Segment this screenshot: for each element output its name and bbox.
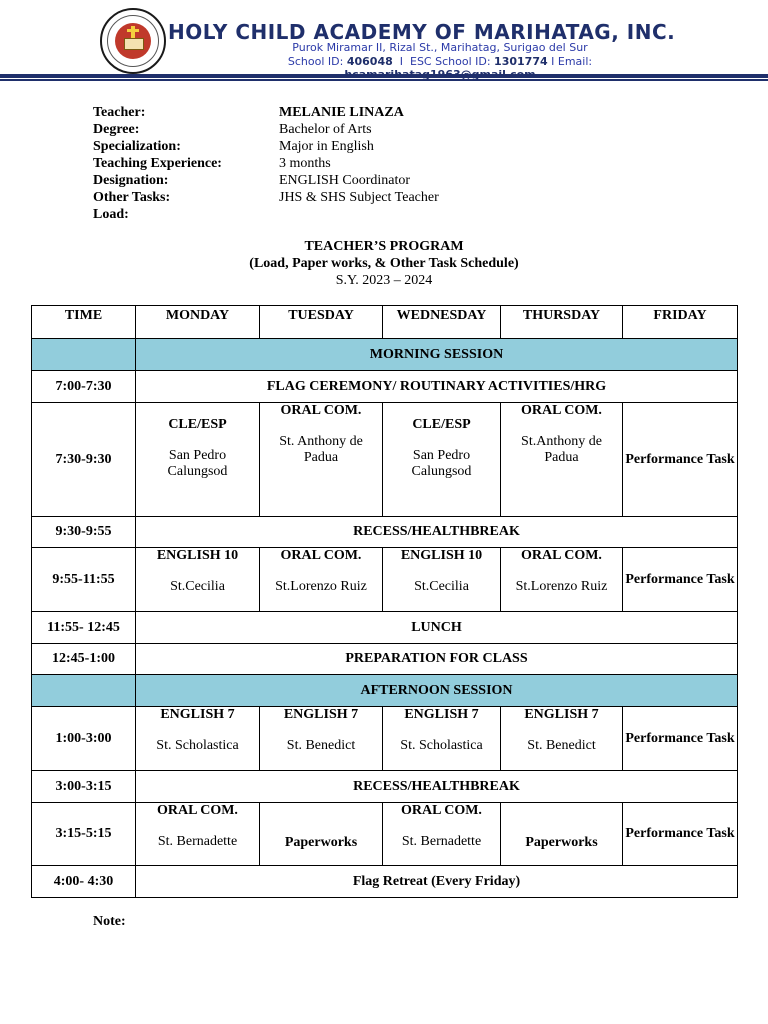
column-header: TUESDAY — [260, 306, 383, 339]
note-label: Note: — [93, 914, 126, 929]
activity-cell: RECESS/HEALTHBREAK — [136, 517, 738, 548]
esc-school-id: 1301774 — [494, 55, 548, 68]
wednesday-cell: ENGLISH 7 St. Scholastica — [383, 707, 501, 771]
wednesday-cell: ORAL COM. St. Bernadette — [383, 803, 501, 866]
table-row — [32, 803, 738, 866]
school-name: HOLY CHILD ACADEMY OF MARIHATAG, INC. — [168, 20, 676, 44]
info-label: Load: — [93, 207, 129, 222]
table-row — [32, 707, 738, 771]
info-label: Teaching Experience: — [93, 156, 222, 171]
monday-cell: ENGLISH 7 St. Scholastica — [136, 707, 260, 771]
time-cell: 11:55- 12:45 — [32, 612, 136, 644]
table-row — [32, 771, 738, 803]
tuesday-cell: ORAL COM. St. Anthony de Padua — [260, 403, 383, 517]
thursday-cell: Paperworks — [501, 803, 623, 866]
thursday-cell: ENGLISH 7 St. Benedict — [501, 707, 623, 771]
tuesday-cell: Paperworks — [260, 803, 383, 866]
time-cell: 9:55-11:55 — [32, 548, 136, 612]
info-value: ENGLISH Coordinator — [279, 173, 411, 188]
time-cell: 4:00- 4:30 — [32, 866, 136, 898]
info-label: Specialization: — [93, 139, 181, 154]
teacher-info — [93, 104, 439, 223]
session-row — [32, 675, 738, 707]
info-value: JHS & SHS Subject Teacher — [279, 190, 439, 205]
header-divider — [0, 74, 768, 78]
info-label: Other Tasks: — [93, 190, 171, 205]
column-header: THURSDAY — [501, 306, 623, 339]
thursday-cell: ORAL COM. St.Anthony de Padua — [501, 403, 623, 517]
header-divider-thin — [0, 79, 768, 81]
program-title: TEACHER’S PROGRAM — [304, 239, 464, 254]
school-address: Purok Miramar II, Rizal St., Marihatag, Surigao del Sur — [292, 41, 588, 54]
info-value: Major in English — [279, 139, 374, 154]
schedule-table — [31, 305, 738, 898]
school-logo-icon — [100, 8, 166, 74]
school-id: 406048 — [346, 55, 393, 68]
friday-cell: Performance Task — [623, 403, 738, 517]
info-value: Bachelor of Arts — [279, 122, 372, 137]
info-label: Degree: — [93, 122, 140, 137]
wednesday-cell: ENGLISH 10 St.Cecilia — [383, 548, 501, 612]
tuesday-cell: ORAL COM. St.Lorenzo Ruiz — [260, 548, 383, 612]
friday-cell: Performance Task — [623, 803, 738, 866]
program-subtitle: (Load, Paper works, & Other Task Schedule) — [249, 256, 519, 271]
tuesday-cell: ENGLISH 7 St. Benedict — [260, 707, 383, 771]
time-cell: 7:00-7:30 — [32, 371, 136, 403]
time-cell: 3:00-3:15 — [32, 771, 136, 803]
column-header: WEDNESDAY — [383, 306, 501, 339]
activity-cell: Flag Retreat (Every Friday) — [136, 866, 738, 898]
activity-cell: LUNCH — [136, 612, 738, 644]
morning-session-label: MORNING SESSION — [136, 339, 738, 371]
activity-cell: PREPARATION FOR CLASS — [136, 644, 738, 675]
column-header: TIME — [32, 306, 136, 339]
table-row — [32, 644, 738, 675]
time-cell: 12:45-1:00 — [32, 644, 136, 675]
activity-cell: FLAG CEREMONY/ ROUTINARY ACTIVITIES/HRG — [136, 371, 738, 403]
column-header: FRIDAY — [623, 306, 738, 339]
school-year: S.Y. 2023 – 2024 — [335, 273, 433, 288]
table-row — [32, 517, 738, 548]
info-label: Teacher: — [93, 105, 146, 120]
school-ids: School ID: 406048 I ESC School ID: 1301774 I Email: — [287, 55, 593, 68]
thursday-cell: ORAL COM. St.Lorenzo Ruiz — [501, 548, 623, 612]
school-header — [0, 0, 768, 84]
info-label: Designation: — [93, 173, 169, 188]
table-row — [32, 371, 738, 403]
time-cell: 1:00-3:00 — [32, 707, 136, 771]
table-row — [32, 612, 738, 644]
table-header-row — [32, 306, 738, 339]
monday-cell: ENGLISH 10 St.Cecilia — [136, 548, 260, 612]
time-cell: 7:30-9:30 — [32, 403, 136, 517]
afternoon-session-label: AFTERNOON SESSION — [136, 675, 738, 707]
monday-cell: CLE/ESP San Pedro Calungsod — [136, 403, 260, 517]
friday-cell: Performance Task — [623, 707, 738, 771]
table-row — [32, 403, 738, 517]
time-cell: 3:15-5:15 — [32, 803, 136, 866]
teacher-name: MELANIE LINAZA — [279, 105, 404, 120]
table-row — [32, 548, 738, 612]
session-row — [32, 339, 738, 371]
time-cell: 9:30-9:55 — [32, 517, 136, 548]
info-value: 3 months — [279, 156, 331, 171]
monday-cell: ORAL COM. St. Bernadette — [136, 803, 260, 866]
column-header: MONDAY — [136, 306, 260, 339]
wednesday-cell: CLE/ESP San Pedro Calungsod — [383, 403, 501, 517]
activity-cell: RECESS/HEALTHBREAK — [136, 771, 738, 803]
friday-cell: Performance Task — [623, 548, 738, 612]
table-row — [32, 866, 738, 898]
